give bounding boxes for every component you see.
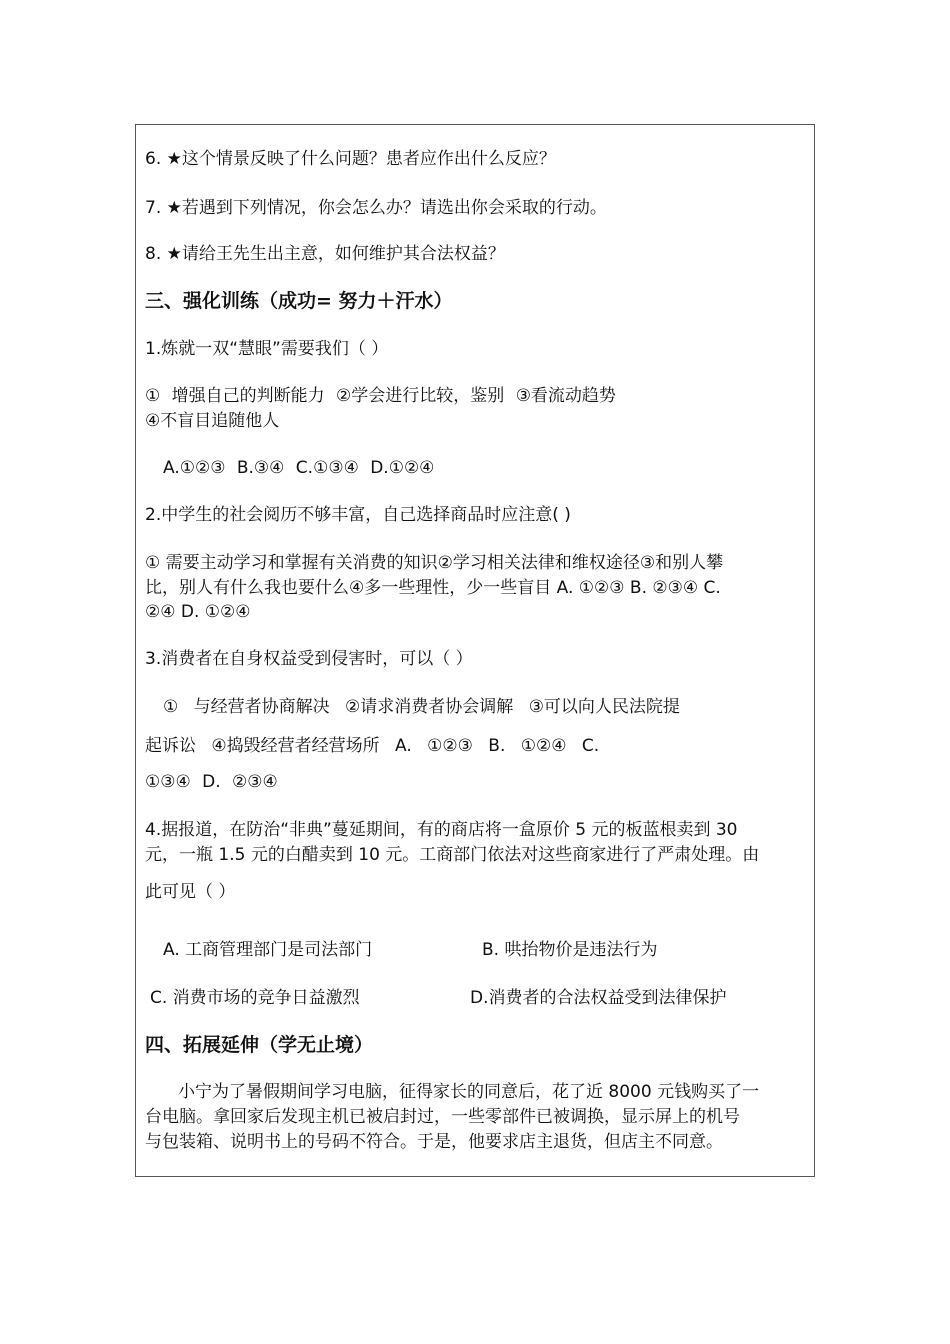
question-7: 7. ★若遇到下列情况，你会怎么办？请选出你会采取的行动。	[145, 198, 607, 218]
section-4-heading: 四、拓展延伸（学无止境）	[145, 1034, 374, 1056]
exercise-3-items-cont: 起诉讼 ④捣毁经营者经营场所 A. ①②③ B. ①②④ C.	[145, 736, 600, 756]
section-3-heading: 三、强化训练（成功= 努力＋汗水）	[145, 290, 453, 312]
question-6: 6. ★这个情景反映了什么问题？患者应作出什么反应？	[145, 149, 556, 169]
exercise-4-option-b: B. 哄抬物价是违法行为	[482, 940, 658, 960]
exercise-4-option-a: A. 工商管理部门是司法部门	[163, 940, 373, 960]
exercise-1-items: ① 增强自己的判断能力 ②学会进行比较，鉴别 ③看流动趋势	[145, 386, 616, 406]
exercise-4-stem: 4.据报道，在防治“非典”蔓延期间，有的商店将一盒原价 5 元的板蓝根卖到 30	[145, 820, 738, 840]
exercise-4-option-c: C. 消费市场的竞争日益激烈	[150, 988, 360, 1008]
exercise-3-stem: 3.消费者在自身权益受到侵害时，可以（ ）	[145, 649, 473, 669]
extension-paragraph-line-1: 小宁为了暑假期间学习电脑，征得家长的同意后，花了近 8000 元钱购买了一	[178, 1082, 760, 1102]
exercise-2-items: ① 需要主动学习和掌握有关消费的知识②学习相关法律和维权途径③和别人攀	[145, 553, 724, 573]
exercise-3-items: ① 与经营者协商解决 ②请求消费者协会调解 ③可以向人民法院提	[163, 697, 680, 717]
exercise-2-options: ②④ D. ①②④	[145, 602, 251, 622]
exercise-2-stem: 2.中学生的社会阅历不够丰富，自己选择商品时应注意( )	[145, 505, 571, 525]
exercise-2-items-cont: 比，别人有什么我也要什么④多一些理性，少一些盲目 A. ①②③ B. ②③④ C.	[145, 578, 721, 598]
exercise-4-option-d: D.消费者的合法权益受到法律保护	[470, 988, 727, 1008]
question-8: 8. ★请给王先生出主意，如何维护其合法权益？	[145, 244, 505, 264]
exercise-1-options: A.①②③ B.③④ C.①③④ D.①②④	[163, 458, 435, 478]
extension-paragraph-line-3: 与包装箱、说明书上的号码不符合。于是，他要求店主退货，但店主不同意。	[145, 1132, 723, 1152]
exercise-1-stem: 1.炼就一双“慧眼”需要我们（ ）	[145, 339, 389, 359]
exercise-3-options: ①③④ D. ②③④	[145, 772, 278, 792]
extension-paragraph-line-2: 台电脑。拿回家后发现主机已被启封过，一些零部件已被调换，显示屏上的机号	[145, 1107, 740, 1127]
exercise-4-stem-end: 此可见（ ）	[145, 882, 236, 902]
exercise-1-items-cont: ④不盲目追随他人	[145, 411, 280, 431]
exercise-4-stem-cont: 元，一瓶 1.5 元的白醋卖到 10 元。工商部门依法对这些商家进行了严肃处理。由	[145, 845, 760, 865]
